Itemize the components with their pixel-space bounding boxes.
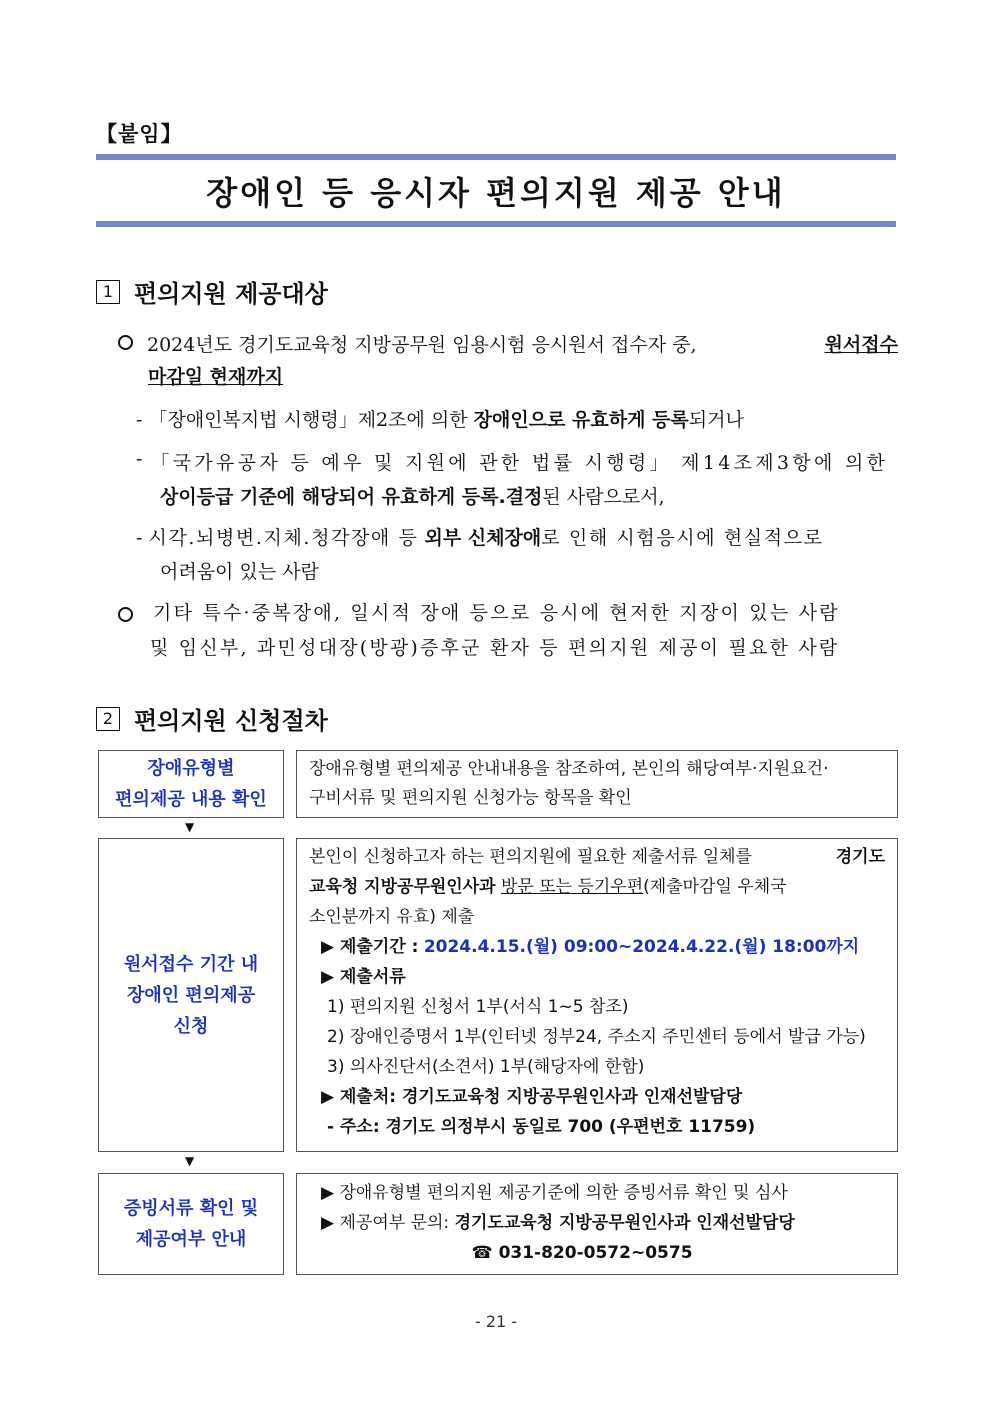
step2-dest: ▶ 제출처: 경기도교육청 지방공무원인사과 인재선발담당 bbox=[321, 1087, 743, 1107]
bullet1-emph1: 원서접수 bbox=[824, 334, 898, 356]
step2-intro-line3: 소인분까지 유효) 제출 bbox=[309, 907, 475, 927]
step2-label-box bbox=[98, 838, 284, 1152]
title-bottom-rule bbox=[96, 221, 896, 227]
dash: - bbox=[136, 527, 143, 549]
step2-intro-line1 bbox=[309, 842, 885, 872]
step1-label-line1: 장애유형별 bbox=[147, 758, 235, 779]
period-label: ▶ 제출기간 : bbox=[321, 937, 419, 957]
step2-label-line1: 원서접수 기간 내 bbox=[123, 953, 259, 975]
intro-bold2: 교육청 지방공무원인사과 bbox=[309, 877, 496, 897]
intro-bold1: 경기도 bbox=[835, 847, 885, 867]
item3-line2: 어려움이 있는 사람 bbox=[160, 561, 319, 583]
step1-label-line2: 편의제공 내용 확인 bbox=[115, 789, 267, 810]
step2-docs-label: ▶ 제출서류 bbox=[321, 967, 406, 987]
item3-bold: 외부 신체장애 bbox=[424, 527, 542, 549]
bullet-circle-icon bbox=[118, 602, 133, 624]
dash: - bbox=[136, 409, 143, 431]
section1-heading-text: 편의지원 제공대상 bbox=[134, 280, 328, 308]
step1-desc-box bbox=[296, 750, 898, 818]
section1-number: 1 bbox=[96, 280, 120, 304]
step3-line1: ▶ 장애유형별 편의지원 제공기준에 의한 증빙서류 확인 및 심사 bbox=[321, 1183, 788, 1203]
dash: - bbox=[136, 448, 143, 470]
step1-desc-line2: 구비서류 및 편의지원 신청가능 항목을 확인 bbox=[309, 788, 632, 808]
item2-bold: 상이등급 기준에 해당되어 유효하게 등록.결정 bbox=[160, 486, 543, 508]
bullet-circle-icon bbox=[118, 330, 133, 357]
bullet1-prefix: 2024년도 경기도교육청 지방공무원 임용시험 응시원서 접수자 중, bbox=[147, 334, 697, 356]
item1-post: 되거나 bbox=[688, 409, 744, 431]
step-arrow-icon: ▼ bbox=[185, 1154, 195, 1168]
step2-desc-box bbox=[296, 838, 898, 1152]
step3-label-line2: 제공여부 안내 bbox=[135, 1229, 247, 1250]
section2-heading-text: 편의지원 신청절차 bbox=[134, 707, 328, 735]
section2-heading bbox=[96, 701, 328, 736]
item3-pre: 시각.뇌병변.지체.청각장애 등 bbox=[148, 527, 419, 549]
title-top-rule bbox=[96, 154, 896, 160]
step-arrow-icon: ▼ bbox=[185, 820, 195, 834]
bullet2-line2: 및 임신부, 과민성대장(방광)증후군 환자 등 편의지원 제공이 필요한 사람 bbox=[150, 637, 840, 659]
step3-desc-box bbox=[296, 1173, 898, 1275]
section1-heading bbox=[96, 274, 328, 309]
bullet2-line1: 기타 특수·중복장애, 일시적 장애 등으로 응시에 현저한 지장이 있는 사람 bbox=[153, 602, 840, 624]
step3-line2-pre: ▶ 제공여부 문의: bbox=[321, 1213, 450, 1233]
step3-line2-bold: 경기도교육청 지방공무원인사과 인재선발담당 bbox=[454, 1213, 795, 1233]
section2-number: 2 bbox=[96, 707, 120, 731]
step2-doc-item: 2) 장애인증명서 1부(인터넷 정부24, 주소지 주민센터 등에서 발급 가능) bbox=[327, 1027, 866, 1047]
item3-post: 로 인해 시험응시에 현실적으로 bbox=[541, 527, 824, 549]
step2-address: - 주소: 경기도 의정부시 동일로 700 (우편번호 11759) bbox=[327, 1117, 756, 1137]
document-title: 장애인 등 응시자 편의지원 제공 안내 bbox=[206, 174, 786, 212]
step2-doc-item: 1) 편의지원 신청서 1부(서식 1~5 참조) bbox=[327, 997, 629, 1017]
section1-item1 bbox=[136, 405, 744, 432]
step3-label-line1: 증빙서류 확인 및 bbox=[123, 1198, 259, 1219]
section1-bullet2 bbox=[118, 598, 898, 625]
period-value: 2024.4.15.(월) 09:00~2024.4.22.(월) 18:00까지 bbox=[423, 937, 860, 957]
intro-post: (제출마감일 우체국 bbox=[643, 877, 787, 897]
section1-bullet1 bbox=[118, 330, 898, 357]
section1-item2-line1 bbox=[136, 448, 898, 475]
step3-label-box bbox=[98, 1173, 284, 1275]
intro-pre: 본인이 신청하고자 하는 편의지원에 필요한 제출서류 일체를 bbox=[309, 847, 752, 867]
item1-bold: 장애인으로 유효하게 등록 bbox=[473, 409, 689, 431]
step2-intro-line2 bbox=[309, 872, 885, 902]
step2-doc-item: 3) 의사진단서(소견서) 1부(해당자에 한함) bbox=[327, 1057, 645, 1077]
step1-desc-line1: 장애유형별 편의제공 안내내용을 참조하여, 본인의 해당여부·지원요건· bbox=[309, 759, 829, 779]
intro-underline: 방문 또는 등기우편 bbox=[500, 877, 644, 897]
step2-label-line2: 장애인 편의제공 bbox=[127, 984, 255, 1006]
section1-item3-line1 bbox=[136, 523, 898, 550]
step3-phone: ☎ 031-820-0572~0575 bbox=[471, 1243, 693, 1263]
step2-label-line3: 신청 bbox=[173, 1015, 209, 1037]
item2-line1: 「국가유공자 등 예우 및 지원에 관한 법률 시행령」 제14조제3항에 의한 bbox=[150, 452, 889, 474]
page-number: - 21 - bbox=[474, 1312, 518, 1331]
section1-item2-line2 bbox=[160, 482, 665, 509]
step2-period bbox=[309, 932, 885, 962]
step3-line2 bbox=[309, 1208, 885, 1238]
item2-post: 된 사람으로서, bbox=[542, 486, 665, 508]
item1-pre: 「장애인복지법 시행령」제2조에 의한 bbox=[148, 409, 468, 431]
step1-label-box bbox=[98, 750, 284, 818]
attachment-label: 【붙임】 bbox=[96, 122, 183, 146]
bullet1-emph2: 마감일 현재까지 bbox=[148, 366, 284, 388]
